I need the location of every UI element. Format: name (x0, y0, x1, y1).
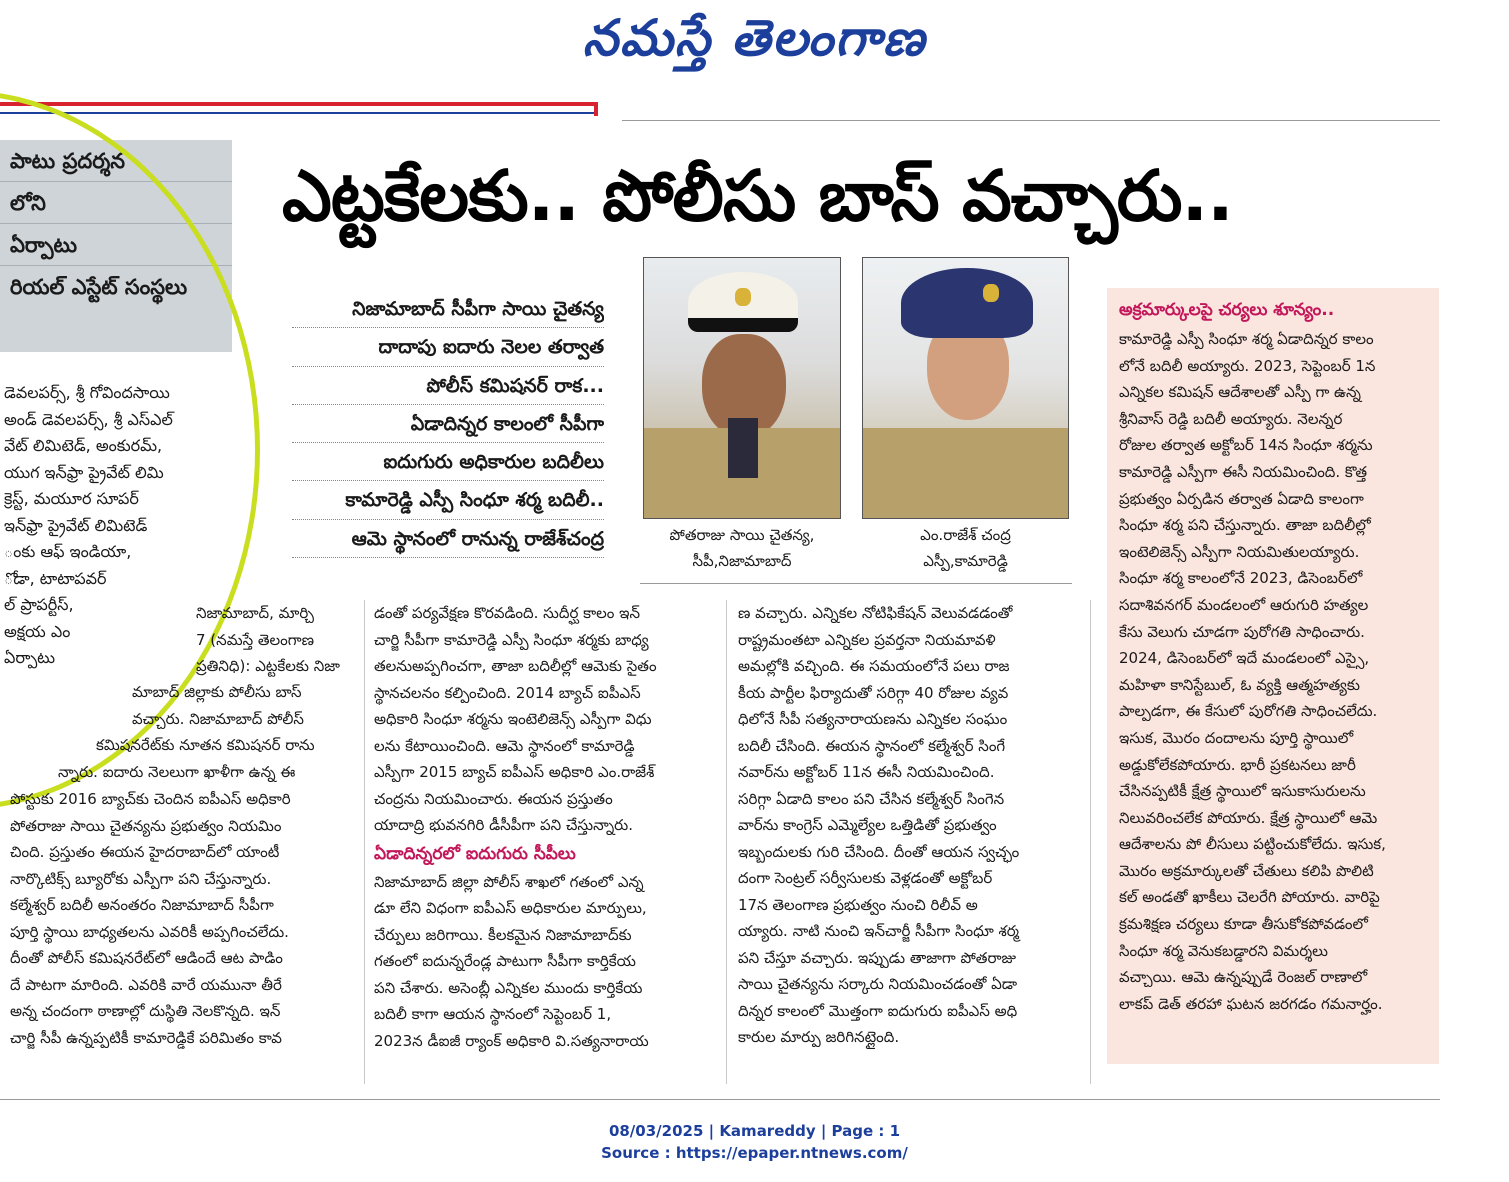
body-line: పని చేశారు. అసెంబ్లీ ఎన్నికల ముందు కార్తికేయ (374, 978, 643, 997)
list-item: క్రెస్ట్, మయూర సూపర్ (4, 489, 139, 508)
column-1-top (196, 600, 356, 680)
sidebar-line: ఇసుక, మొరం దందాలను పూర్తి స్థాయిలో (1119, 728, 1354, 747)
sidebar-line: సింధూ శర్మ కాలంలోనే 2023, డిసెంబర్‌లో (1119, 569, 1363, 588)
body-line: వార్‌ను కాంగ్రెస్ ఎమ్మెల్యేల ఒత్తిడితో ప్రభుత్వం (738, 816, 997, 834)
photo-caption-right (862, 522, 1069, 574)
sidebar-line: కల్ అండతో ఖాకీలు చెలరేగి పోయారు. వారిపై (1119, 888, 1380, 907)
body-line: నార్కొటిక్స్ బ్యూరోకు ఎస్పీగా పని చేస్తున్నారు. (10, 869, 272, 888)
body-line: ఎస్పీగా 2015 బ్యాచ్ ఐపీఎస్ అధికారి ఎం.రాజేశ్ (374, 763, 655, 781)
caption-line: ఎం.రాజేశ్ చంద్ర (920, 526, 1011, 544)
subhead: ఏడాదిన్నరలో ఐదుగురు సీపీలు (374, 843, 576, 864)
body-line: అమల్లోకి వచ్చింది. ఈ సమయంలోనే పలు రాజ (738, 657, 1010, 675)
sidebar-line: సింధూ శర్మ పని చేస్తున్నారు. తాజా బదిలీల్లో (1119, 516, 1371, 535)
column-divider (1090, 600, 1091, 1084)
red-rule (0, 102, 598, 106)
body-line: డంతో పర్యవేక్షణ కొరవడింది. సుదీర్ఘ కాలం ఇన్ (374, 604, 640, 622)
body-line: కీయ పార్టీల ఫిర్యాదుతో సరిగ్గా 40 రోజుల వ్యవ (738, 683, 1009, 702)
sidebar-line: ప్రభుత్వం ఏర్పడిన తర్వాత ఏడాది కాలంగా (1119, 489, 1364, 508)
caption-line: సీపీ,నిజామాబాద్ (692, 552, 792, 570)
list-item: ోడా, టాటాపవర్ (4, 568, 107, 588)
list-item: ంకు ఆఫ్ ఇండియా, (4, 542, 132, 561)
body-line: ఇబ్బందులకు గురి చేసింది. దీంతో ఆయన స్వచ్ఛం (738, 842, 1020, 861)
list-item: ఏర్పాటు (4, 648, 56, 667)
deck-line: ఐదుగురు అధికారుల బదిలీలు (292, 443, 604, 481)
body-line: దే పాటగా మారింది. ఎవరికి వారే యమునా తీరే (10, 975, 282, 994)
sidebox-line: లోని (0, 182, 232, 224)
body-line: రాష్ట్రమంతటా ఎన్నికల ప్రవర్తనా నియమావళి (738, 630, 996, 649)
list-item: ఇన్‌ఫ్రా ప్రైవేట్ లిమిటెడ్ (4, 515, 148, 535)
deck-line: పోలీస్ కమిషనర్ రాక... (292, 367, 604, 405)
caption-line: ఎస్పీ,కామారెడ్డి (923, 552, 1008, 570)
sidebox-line: రియల్ ఎస్టేట్ సంస్థలు (10, 275, 188, 299)
column-1-mid (132, 679, 356, 732)
body-line: చంద్రను నియమించారు. ఈయన ప్రస్తుతం (374, 789, 613, 808)
list-item: ల్ ప్రాపర్టీస్, (4, 595, 74, 614)
sidebar-line: 2024, డిసెంబర్‌లో ఇదే మండలంలో ఎస్సై, (1119, 649, 1370, 668)
deck-line: కామారెడ్డి ఎస్పీ సింధూ శర్మ బదిలీ.. (292, 481, 604, 519)
column-2 (374, 600, 716, 1054)
scarf-shape (728, 418, 758, 478)
cap-badge (735, 288, 751, 306)
body-line: పని చేస్తూ వచ్చారు. ఇప్పుడు తాజాగా పోతరాజు (738, 948, 1017, 967)
sidebar-line: క్రమశిక్షణ చర్యలు కూడా తీసుకోకపోవడంలో (1119, 915, 1368, 934)
uniform-shape (863, 428, 1068, 518)
body-line: పోతరాజు సాయి చైతన్యను ప్రభుత్వం నియమిం (10, 816, 282, 835)
sidebar-line: ఆదేశాలను పో లీసులు పట్టించుకోలేదు. ఇసుక, (1119, 835, 1386, 854)
sidebox-line: ఏర్పాటు (0, 224, 232, 266)
sidebar-line: సింధూ శర్మ వెనుకబడ్డారని విమర్శలు (1119, 941, 1328, 960)
bottom-divider (0, 1099, 1440, 1100)
body-line: ధిలోనే సీపీ సత్యనారాయణను ఎన్నికల సంఘం (738, 710, 1008, 728)
sidebar-line: ఇంటెలిజెన్స్ ఎస్పీగా నియమితులయ్యారు. (1119, 542, 1360, 561)
deck-line: ఏడాదిన్నర కాలంలో సీపీగా (292, 405, 604, 443)
body-line: డూ లేని విధంగా ఐపీఎస్ అధికారుల మార్పులు, (374, 899, 647, 917)
body-line: నవార్‌ను అక్టోబర్ 11న ఈసీ నియమించింది. (738, 763, 995, 781)
list-item: డెవలపర్స్, శ్రీ గోవిందసాయి (4, 383, 170, 402)
body-line: వచ్చారు. నిజామాబాద్ పోలీస్ (132, 709, 304, 728)
sidebar-line: అడ్డుకోలేకపోయారు. భారీ ప్రకటనలు జారీ (1119, 755, 1356, 774)
sidebar-line: కామారెడ్డి ఎస్పీగా ఈసీ నియమించింది. కొత్త (1119, 462, 1368, 481)
column-1-mid3 (58, 759, 356, 786)
blue-rule (0, 112, 594, 114)
body-line: లను కేటాయించింది. ఆమె స్థానంలో కామారెడ్డి (374, 736, 635, 755)
sidebox-line: పాటు ప్రదర్శన (0, 140, 232, 182)
body-line: సాయి చైతన్యను సర్కారు నియమించడంతో ఏడా (738, 975, 1018, 993)
body-line: దంగా సెంట్రల్ సర్వీసులకు వెళ్లడంతో అక్టోబర్ (738, 869, 993, 887)
footer-source-link[interactable]: Source : https://epaper.ntnews.com/ (601, 1144, 908, 1162)
body-line: గతంలో ఐదున్నరేండ్ల పాటుగా సీపీగా కార్తికేయ (374, 952, 636, 970)
body-line: 17న తెలంగాణ ప్రభుత్వం నుంచి రిలీవ్ అ (738, 895, 978, 914)
body-line: సరిగ్గా ఏడాది కాలం పని చేసిన కల్మేశ్వర్ సింగెన (738, 789, 1005, 808)
body-line: కారుల మార్పు జరిగినట్లైంది. (738, 1028, 900, 1046)
body-line: నిజామాబాద్, మార్చి (196, 604, 315, 622)
deck-summary (292, 290, 604, 558)
cap-badge (983, 284, 999, 302)
column-divider (364, 600, 365, 1084)
deck-line: దాదాపు ఐదారు నెలల తర్వాత (292, 328, 604, 366)
body-line: 2023న డీఐజీ ర్యాంక్ అధికారి వి.సత్యనారాయ (374, 1031, 649, 1050)
column-divider (726, 600, 727, 1084)
body-line: 7 (నమస్తే తెలంగాణ (196, 630, 314, 649)
body-line: చార్జి సీపీగా కామారెడ్డి ఎస్పీ సింధూ శర్మకు బాధ్య (374, 630, 649, 649)
list-item: అక్షయ ఎం (4, 621, 71, 641)
footer-edition-info: 08/03/2025 | Kamareddy | Page : 1 (608, 1122, 901, 1140)
list-item: అండ్ డెవలపర్స్, శ్రీ ఎస్ఎల్ (4, 409, 173, 429)
photo-police-commissioner (643, 257, 841, 519)
body-line: నిజామాబాద్ జిల్లా పోలీస్ శాఖలో గతంలో ఎన్న (374, 872, 644, 891)
sidebar-line: మహిళా కానిస్టేబుల్, ఓ వ్యక్తి ఆత్మహత్యకు (1119, 675, 1360, 694)
body-line: ప్రతినిధి): ఎట్టకేలకు నిజా (196, 657, 340, 675)
sidebar-line: లోనే బదిలీ అయ్యారు. 2023, సెప్టెంబర్ 1న (1119, 356, 1376, 375)
top-divider (622, 120, 1440, 121)
caption-line: పోతరాజు సాయి చైతన్య, (669, 526, 815, 544)
body-line: కమిషనరేట్‌కు నూతన కమిషనర్ రాను (96, 736, 315, 754)
body-line: యాదాద్రి భువనగిరి డీసీపీగా పని చేస్తున్నారు. (374, 816, 633, 834)
body-line: పోస్టుకు 2016 బ్యాచ్‌కు చెందిన ఐపీఎస్ అధికారి (10, 790, 291, 808)
list-item: వేట్ లిమిటెడ్, అంకురమ్, (4, 436, 163, 455)
photo-superintendent (862, 257, 1069, 519)
sidebar-story (1107, 288, 1439, 1064)
headline: ఎట్టకేలకు.. పోలీసు బాస్ వచ్చారు.. (282, 155, 1233, 237)
sidebar-line: వచ్చాయి. ఆమె ఉన్నప్పుడే రెంజల్ రాణాలో (1119, 968, 1368, 987)
deck-line: ఆమె స్థానంలో రానున్న రాజేశ్‌చంద్ర (292, 520, 604, 558)
sidebar-line: కామారెడ్డి ఎస్పీ సింధూ శర్మ ఏడాదిన్నర కాలం (1119, 330, 1374, 348)
sidebar-line: నిలువరించలేక పోయారు. క్షేత్ర స్థాయిలో ఆమె (1119, 808, 1378, 827)
body-line: కల్మేశ్వర్ బదిలీ అనంతరం నిజామాబాద్ సీపీగా (10, 896, 274, 914)
sidebar-line: ఎన్నికల కమిషన్ ఆదేశాలతో ఎస్పీ గా ఉన్న (1119, 383, 1362, 402)
sidebar-line: రోజుల తర్వాత అక్టోబర్ 14న సింధూ శర్మను (1119, 436, 1373, 455)
body-line: చింది. ప్రస్తుతం ఈయన హైదరాబాద్‌లో యాంటీ (10, 843, 280, 861)
sidebar-line: మొరం అక్రమార్కులతో చేతులు కలిపి పొలిటి (1119, 861, 1374, 880)
sidebar-line: సదాశివనగర్ మండలంలో ఆరుగురి హత్యల (1119, 595, 1369, 614)
body-line: న్నారు. ఐదారు నెలలుగా ఖాళీగా ఉన్న ఈ (58, 763, 296, 781)
sidebar-line: చేసినప్పటికీ క్షేత్ర స్థాయిలో ఇసుకాసురులను (1119, 782, 1366, 801)
body-line: దిన్నర కాలంలో మొత్తంగా ఐదుగురు ఐపీఎస్ అధి (738, 1001, 1018, 1020)
body-line: చార్జి సీపీ ఉన్నప్పటికీ కామారెడ్డికే పరిమితం కావ (10, 1028, 282, 1047)
body-line: స్థానచలనం కల్పించింది. 2014 బ్యాచ్ ఐపీఎస్ (374, 683, 641, 702)
sidebar-title: అక్రమార్కులపై చర్యలు శూన్యం.. (1119, 300, 1335, 320)
column-3 (738, 600, 1078, 1051)
column-1 (10, 786, 356, 1051)
sidebar-line: శ్రీనివాస్ రెడ్డి బదిలీ అయ్యారు. నెలన్నర (1119, 409, 1343, 428)
sidebar-line: కేసు వెలుగు చూడగా పురోగతి సాధించారు. (1119, 622, 1365, 641)
body-line: య్యారు. నాటి నుంచి ఇన్‌చార్జీ సీపీగా సింధూ శర్మ (738, 922, 1019, 940)
list-item: యుగ ఇన్‌ఫ్రా ప్రైవేట్ లిమి (4, 462, 164, 482)
body-line: బదిలీ చేసింది. ఈయన స్థానంలో కల్మేశ్వర్ సింగే (738, 736, 1006, 755)
left-sidebox (0, 140, 232, 352)
body-line: పూర్తి స్థాయి బాధ్యతలను ఎవరికీ అప్పగించలేదు. (10, 922, 289, 941)
photo-caption-left (643, 522, 841, 574)
body-line: చేర్పులు జరిగాయి. కీలకమైన నిజామాబాద్‌కు (374, 925, 632, 944)
red-rule-tick (594, 102, 598, 116)
body-line: దీంతో పోలీస్ కమిషనరేట్‌లో ఆడిందే ఆట పాడిం (10, 949, 283, 967)
deck-line: నిజామాబాద్ సీపీగా సాయి చైతన్య (292, 290, 604, 328)
sidebar-line: లాకప్ డెత్ తరహా ఘటన జరగడం గమనార్హం. (1119, 994, 1383, 1013)
body-line: మాబాద్ జిల్లాకు పోలీసు బాస్ (132, 683, 302, 701)
beret-cap (901, 268, 1033, 338)
sidebar-line: పాల్పడగా, ఈ కేసులో పురోగతి సాధించలేదు. (1119, 702, 1378, 721)
caption-divider (640, 583, 1072, 584)
column-1-mid2 (96, 732, 356, 759)
body-line: ణ వచ్చారు. ఎన్నికల నోటిఫికేషన్ వెలువడడంతో (738, 604, 1013, 622)
body-line: అధికారి సింధూ శర్మను ఇంటెలిజెన్స్ ఎస్పీగా విధు (374, 710, 652, 728)
masthead-logo: నమస్తే తెలంగాణ (582, 8, 927, 67)
body-line: బదిలీ కాగా ఆయన స్థానంలో సెప్టెంబర్ 1, (374, 1005, 612, 1023)
body-line: తలనుఅప్పగించగా, తాజా బదిలీల్లో ఆమెకు సైతం (374, 657, 657, 675)
body-line: అన్న చందంగా ఠాణాల్లో దుస్థితి నెలకొన్నది. ఇన్ (10, 1002, 281, 1020)
